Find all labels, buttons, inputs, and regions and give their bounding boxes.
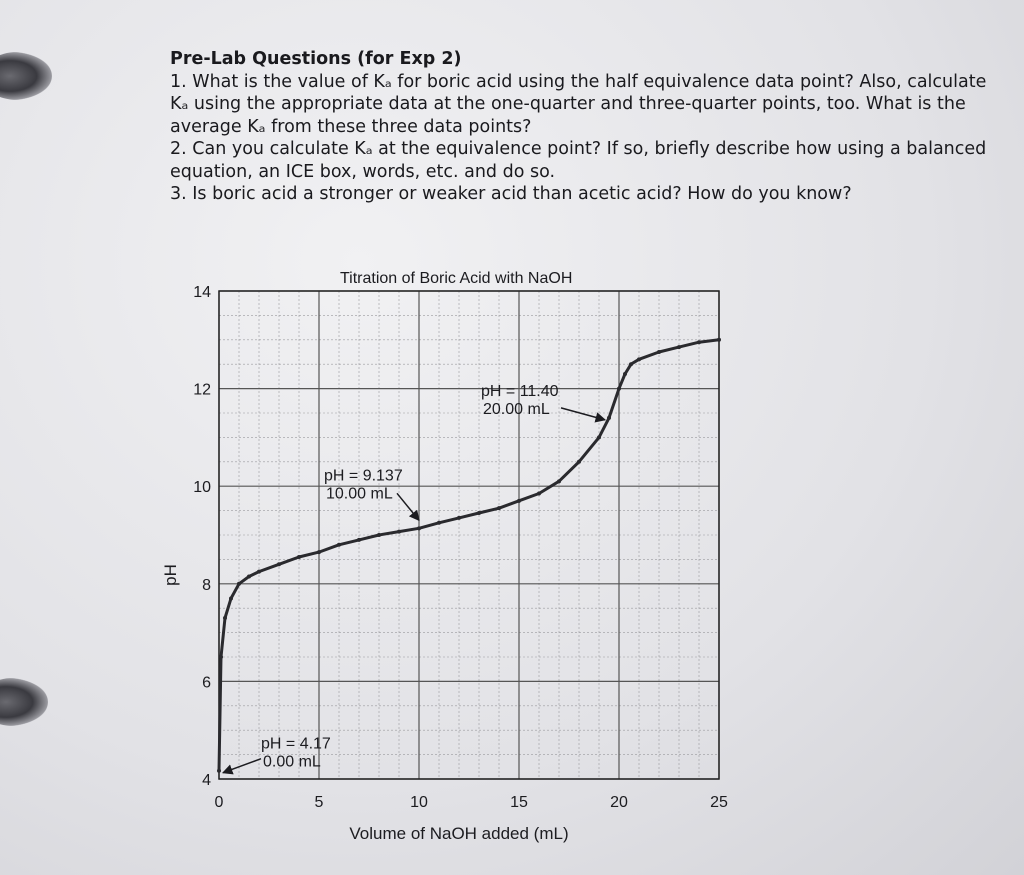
x-tick-labels [215,794,728,811]
curve-point [219,655,223,659]
curve-point [247,574,251,578]
curve-point [717,338,721,342]
curve-point [477,511,481,515]
curve-point [697,340,701,344]
annotation-ph: pH = 11.40 [481,382,559,400]
curve-point [637,357,641,361]
curve-point [577,460,581,464]
curve-point [217,769,221,773]
x-tick-label: 20 [610,794,628,811]
curve-point [657,350,661,354]
annotation-ph: pH = 9.137 [324,467,403,485]
curve-point [317,550,321,554]
y-tick-label: 14 [193,284,211,301]
curve-point [437,521,441,525]
curve-points [217,338,721,773]
annotation-volume: 0.00 mL [263,753,321,771]
question-3: 3. Is boric acid a stronger or weaker acid than acetic acid? How do you know? [170,184,852,204]
y-tick-label: 10 [193,479,211,497]
question-1: 1. What is the value of Kₐ for boric acid using the half equivalence data point? Also, calculate Kₐ using the appropriate data at the one-quarter and three-quarter points, too. What is the average Kₐ from these three data points? [170,71,987,137]
y-tick-label: 4 [202,772,211,789]
questions-heading: Pre-Lab Questions (for Exp 2) [170,49,462,69]
x-tick-label: 15 [510,794,528,811]
curve-point [223,616,227,620]
annotation-arrow [561,408,605,420]
curve-point [597,435,601,439]
chart-title: Titration of Boric Acid with NaOH [340,270,573,287]
curve-point [557,479,561,483]
x-tick-label: 10 [410,794,428,811]
curve-point [537,492,541,496]
x-tick-label: 5 [314,794,324,811]
annotation-ph: pH = 4.17 [261,735,331,753]
annotations [223,383,605,773]
y-tick-label: 8 [202,576,211,594]
curve-point [417,526,421,530]
curve-point [677,345,681,349]
curve-point [517,499,521,503]
curve-point [337,543,341,547]
question-2: 2. Can you calculate Kₐ at the equivalence point? If so, briefly describe how using a balanced equation, an ICE box, words, etc. and do so. [170,139,987,182]
y-tick-label: 6 [202,674,211,692]
curve-point [497,506,501,510]
y-tick-label: 12 [193,381,211,399]
annotation-volume: 20.00 mL [483,400,550,418]
x-axis-label: Volume of NaOH added (mL) [349,824,569,843]
annotation-arrow [223,759,261,773]
curve-point [617,387,621,391]
annotation-arrow [397,493,419,520]
x-tick-label: 25 [710,794,728,811]
curve-point [257,570,261,574]
curve-point [237,582,241,586]
curve-point [629,362,633,366]
curve-point [277,562,281,566]
curve-point [397,530,401,534]
annotation-volume: 10.00 mL [326,485,393,503]
curve-point [297,555,301,559]
curve-point [357,538,361,542]
curve-point [457,516,461,520]
curve-point [607,416,611,420]
y-tick-labels [193,284,211,789]
curve-point [377,533,381,537]
x-tick-label: 0 [214,794,224,811]
curve-point [229,596,233,600]
y-axis-label: pH [161,564,180,586]
grid-minor [219,291,719,779]
curve-point [623,372,627,376]
